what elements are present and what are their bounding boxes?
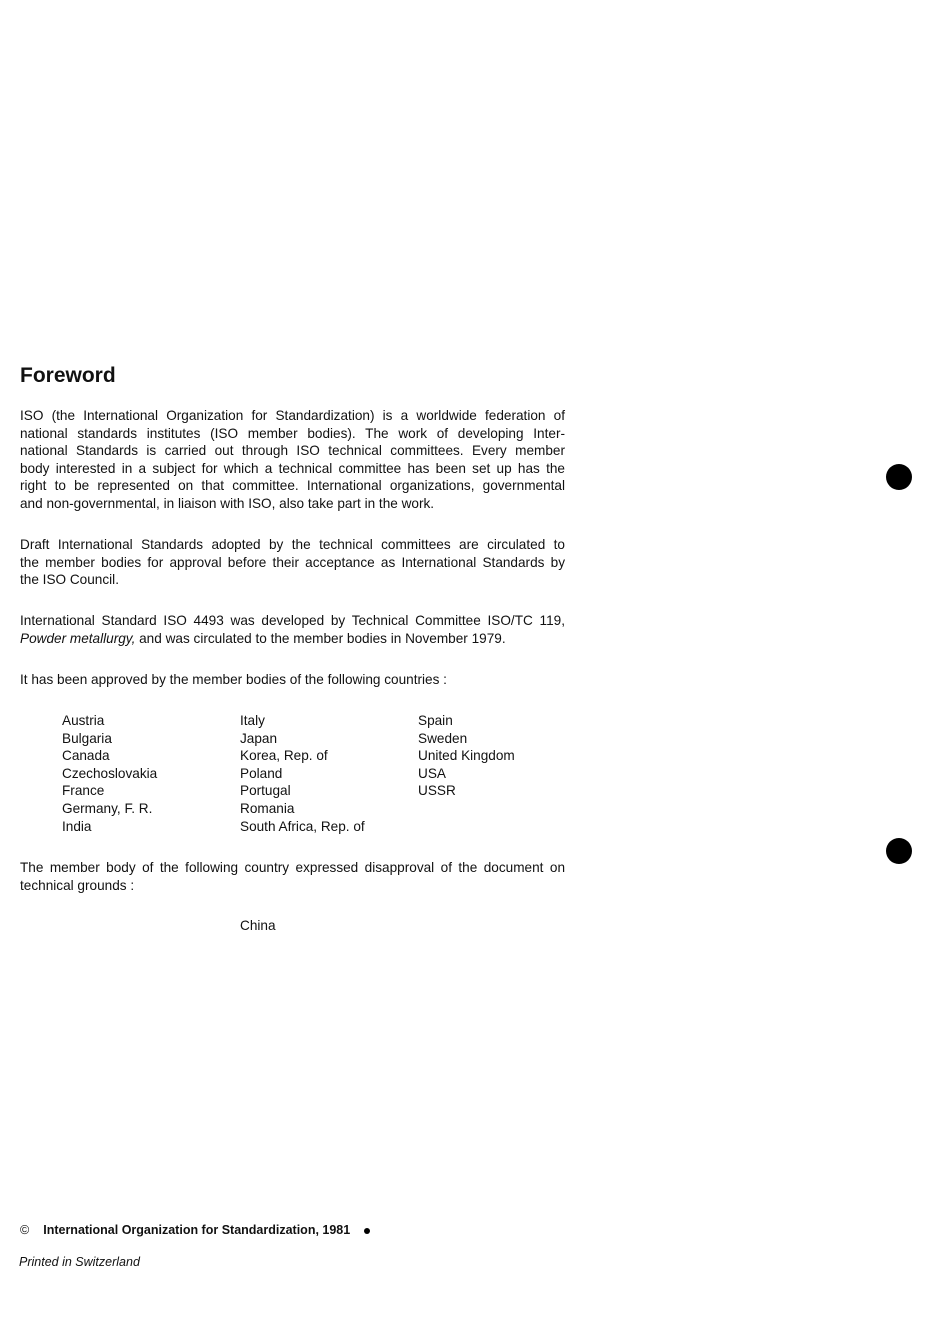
paragraph-draft-standards [20,536,565,589]
text-fragment: and was circulated to the member bodies in November 1979. [135,630,506,646]
country: Poland [240,765,283,781]
text-line: national standards institutes (ISO member bodies). The work of developing Inter- [20,425,565,441]
country: Canada [62,748,110,764]
text-line: national Standards is carried out through ISO technical committees. Every member [20,443,565,458]
country-column-2 [240,712,365,835]
punch-hole-mark [886,838,912,864]
text-line: ISO (the International Organization for Standardization) is a worldwide federation of [20,408,565,423]
text-line: technical grounds : [20,877,135,893]
country: India [62,818,92,834]
paragraph-standard-info [20,612,565,647]
punch-hole-mark [886,464,912,490]
bullet-icon [364,1228,370,1234]
country: Bulgaria [62,730,112,746]
text-line: It has been approved by the member bodies of the following countries : [20,672,447,687]
country: Czechoslovakia [62,765,158,781]
country: France [62,783,105,799]
copyright-text: International Organization for Standardization, 1981 [43,1223,351,1237]
text-line: and non-governmental, in liaison with ISO, also take part in the work. [20,495,435,511]
country: South Africa, Rep. of [240,818,365,834]
country: Japan [240,730,278,746]
country: Sweden [418,730,468,746]
country: United Kingdom [418,748,515,764]
country: Germany, F. R. [62,800,153,816]
country: Romania [240,800,295,816]
text-line: Draft International Standards adopted by the technical committees are circulated to [20,537,565,552]
text-line [20,630,565,648]
country: China [240,918,276,933]
country: Korea, Rep. of [240,748,328,764]
text-line: body interested in a subject for which a technical committee has been set up has the [20,460,565,476]
country: Spain [418,713,453,728]
country: USSR [418,783,456,799]
country: Portugal [240,783,291,799]
disapproving-country [240,917,276,935]
text-line: International Standard ISO 4493 was developed by Technical Committee ISO/TC 119, [20,613,565,628]
paragraph-approval [20,671,565,689]
country: Italy [240,713,265,728]
copyright-icon: © [20,1223,30,1237]
printed-location: Printed in Switzerland [19,1255,140,1269]
paragraph-iso-intro [20,407,565,512]
text-line: the ISO Council. [20,572,119,587]
copyright-line [20,1223,370,1237]
country-column-1 [62,712,157,835]
country: Austria [62,713,105,728]
page-title: Foreword [20,364,116,387]
text-line: the member bodies for approval before their acceptance as International Standards by [20,554,565,570]
country-column-3 [418,712,515,800]
committee-title: Powder metallurgy, [20,630,136,646]
country: USA [418,765,446,781]
text-line: The member body of the following country expressed disapproval of the document on [20,860,565,875]
paragraph-disapproval [20,859,565,894]
text-line: right to be represented on that committee. International organizations, governmental [20,478,565,493]
